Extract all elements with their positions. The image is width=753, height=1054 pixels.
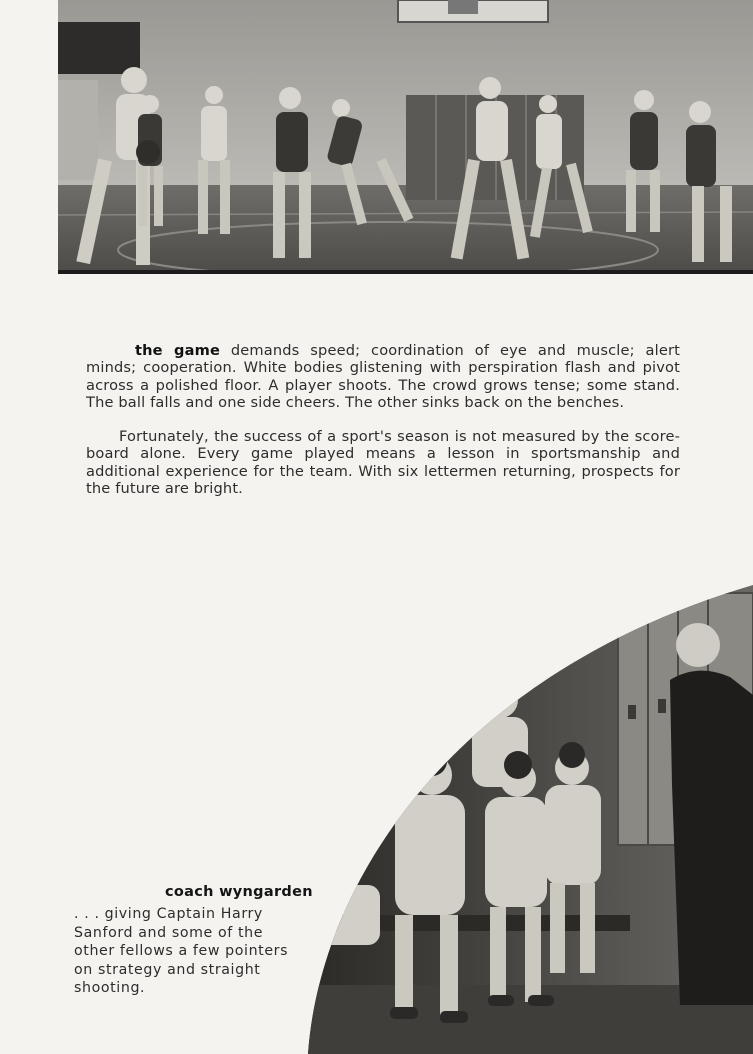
locker-room-photo [300,585,753,1054]
paragraph-body-text: demands speed; coordination of eye and muscle; alert minds; cooperation. White bodies glistening with perspiration flash and pivot across a polished floor. A player shoots. The crowd grows tense; some stand. The ball falls and one side cheers. The other sinks back on the benches. [86,342,680,412]
paragraph-fortunately [86,428,680,498]
paragraph-the-game [86,342,680,412]
caption-title: coach wyngarden [165,884,313,900]
paragraph-body-text: Fortunately, the success of a sport's season is not measured by the score-board alone. Every game played means a lesson in sportsmanship and additional experience for the team. With six lettermen returning, prospects for the future are bright. [86,428,680,498]
photo-bottom-border [58,270,753,274]
gym-scene-illustration [58,0,753,272]
paragraph-lead-text: the game [135,342,220,359]
caption-text: . . . giving Captain Harry Sanford and some of the other fellows a few pointers on strategy and straight shooting. [74,906,289,996]
locker-room-illustration [300,585,753,1054]
basketball-practice-photo [58,0,753,272]
